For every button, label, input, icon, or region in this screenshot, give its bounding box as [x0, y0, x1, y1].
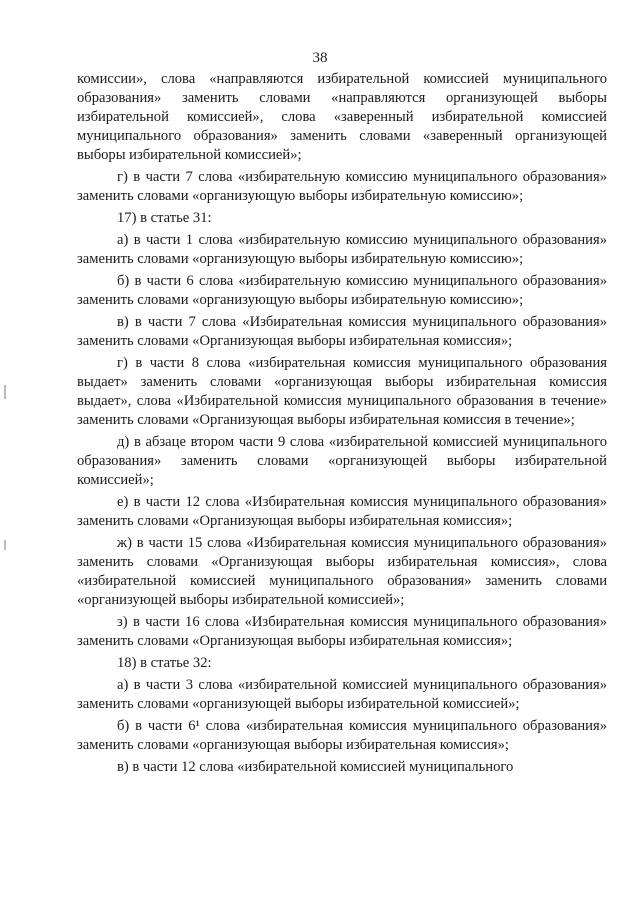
paragraph: 18) в статье 32: — [117, 655, 212, 671]
paragraph: ж) в части 15 слова «Избирательная комиссия муниципального образования» заменить словами «Организующая выборы избирательная комиссия», слова «избирательной комиссией муниципального образования» заменить словами «организующей выборы избирательной комиссией»; — [77, 535, 607, 608]
paragraph: б) в части 6 слова «избирательную комиссию муниципального образования» заменить словами «организующую выборы избирательную комиссию»; — [77, 273, 607, 308]
paragraph: а) в части 3 слова «избирательной комиссией муниципального образования» заменить словами «организующей выборы избирательной комиссией»; — [77, 677, 607, 712]
paragraph: в) в части 12 слова «избирательной комиссией муниципального — [117, 759, 514, 775]
paragraph: в) в части 7 слова «Избирательная комиссия муниципального образования» заменить словами «Организующая выборы избирательная комиссия»; — [77, 314, 607, 349]
paragraph: е) в части 12 слова «Избирательная комиссия муниципального образования» заменить словами «Организующая выборы избирательная комиссия»; — [77, 494, 607, 529]
paragraph: а) в части 1 слова «избирательную комиссию муниципального образования» заменить словами «организующую выборы избирательную комиссию»; — [77, 232, 607, 267]
document-body — [77, 70, 607, 780]
paragraph: г) в части 8 слова «избирательная комиссия муниципального образования выдает» заменить словами «организующая выборы избирательная комиссия выдает», слова «Избирательной комиссия муниципального образования в течение» заменить словами «Организующая выборы избирательная комиссия в течение»; — [77, 355, 607, 428]
scan-margin-mark — [4, 540, 6, 550]
paragraph: б) в части 6¹ слова «избирательная комиссия муниципального образования» заменить словами «организующая выборы избирательная комиссия»; — [77, 718, 607, 753]
paragraph: комиссии», слова «направляются избирательной комиссией муниципального образования» заменить словами «направляются организующей выборы избирательной комиссией», слова «заверенный избирательной комиссией муниципального образования» заменить словами «заверенный организующей выборы избирательной комиссией»; — [77, 71, 607, 163]
paragraph: г) в части 7 слова «избирательную комиссию муниципального образования» заменить словами «организующую выборы избирательную комиссию»; — [77, 169, 607, 204]
page-number: 38 — [312, 50, 328, 66]
paragraph: д) в абзаце втором части 9 слова «избирательной комиссией муниципального образования» заменить словами «организующей выборы избирательной комиссией»; — [77, 434, 607, 488]
scan-margin-mark — [4, 385, 6, 399]
paragraph: 17) в статье 31: — [117, 210, 212, 226]
paragraph: з) в части 16 слова «Избирательная комиссия муниципального образования» заменить словами «Организующая выборы избирательная комиссия»; — [77, 614, 607, 649]
